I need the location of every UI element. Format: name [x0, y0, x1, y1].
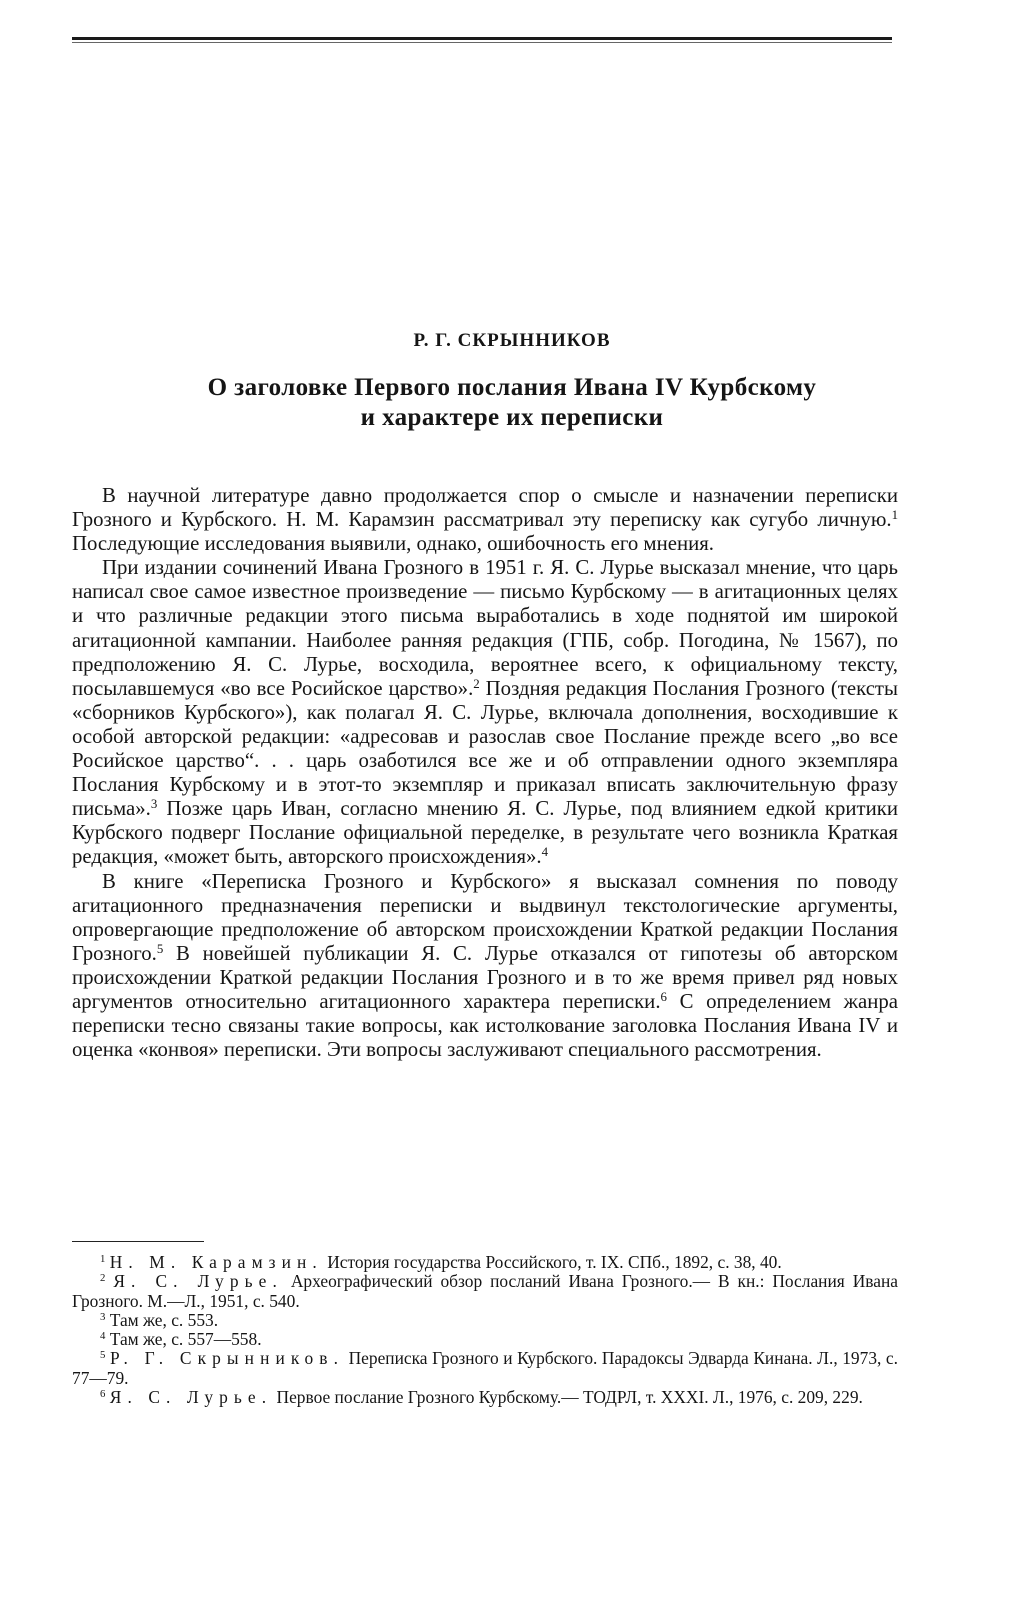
footnote — [72, 1388, 898, 1407]
paragraph-text: Позже царь Иван, согласно мнению Я. С. Лурье, под влиянием едкой критики Курбского подверг Послание официальной переделке, в результате чего возникла Краткая редакция, «может быть, авторского происхождения». — [72, 797, 898, 869]
footnote-text: Переписка Грозного и Курбского. Парадоксы Эдварда Кинана. Л., 1973, с. 77—79. — [72, 1348, 898, 1388]
footnote-number: 6 — [100, 1388, 106, 1401]
footnote — [72, 1253, 898, 1272]
paragraph-text: В книге «Переписка Грозного и Курбского» я высказал сомнения по поводу агитационного предназначения переписки и выдвинул текстологические аргументы, опровергающие предположение об авторском происхождении Краткой редакции Послания Грозного. — [72, 869, 898, 965]
top-rule — [72, 37, 892, 40]
footnote — [72, 1311, 898, 1330]
footnote-text: Археографический обзор посланий Ивана Грозного.— В кн.: Послания Ивана Грозного. М.—Л., 1951, с. 540. — [72, 1271, 898, 1311]
paragraph-text: Поздняя редакция Послания Грозного (тексты «сборников Курбского»), как полагал Я. С. Лурье, включала дополнения, восходившие к особой авторской редакции: «адресовав и разослав свое Послание прежде всего „во все Росийское царство“. . . царь озаботился все же и об отправлении одного экземпляра Послания Курбскому и в этот-то экземпляр и приказал вписать заключительную фразу письма». — [72, 676, 898, 821]
article-body — [72, 484, 898, 1062]
footnote-number: 1 — [100, 1253, 106, 1266]
footnote-number: 3 — [100, 1310, 106, 1323]
top-rule-thin — [72, 42, 892, 43]
article-author: Р. Г. СКРЫННИКОВ — [413, 330, 611, 351]
footnote-number: 2 — [100, 1272, 106, 1285]
title-line-1: О заголовке Первого послания Ивана IV Курбскому — [207, 374, 817, 401]
title-line-2: и характере их переписки — [360, 404, 664, 431]
footnote-text: Первое послание Грозного Курбскому.— ТОДРЛ, т. XXXI. Л., 1976, с. 209, 229. — [272, 1387, 863, 1408]
footnote-author: Р. Г. Скрынников. — [109, 1348, 345, 1369]
footnote-ref[interactable]: 2 — [473, 676, 480, 691]
paragraph-text: При издании сочинений Ивана Грозного в 1951 г. Я. С. Лурье высказал мнение, что царь написал свое самое известное произведение — письмо Курбскому — в агитационных целях и что различные редакции этого письма выработались в ходе поднятой им широкой агитационной кампании. Наиболее ранняя редакция (ГПБ, собр. Погодина, № 1567), по предположению Я. С. Лурье, восходила, вероятнее всего, к официальному тексту, посылавшемуся «во все Росийское царство». — [72, 556, 898, 700]
paragraph — [72, 870, 898, 1063]
footnote — [72, 1349, 898, 1388]
paragraph-text: В новейшей публикации Я. С. Лурье отказался от гипотезы об авторском происхождении Краткой редакции Послания Грозного и в то же время привел ряд новых аргументов относительно агитационного характера переписки. — [72, 941, 898, 1013]
paragraph — [72, 484, 898, 556]
footnotes — [72, 1253, 898, 1407]
footnote — [72, 1330, 898, 1349]
footnote-ref[interactable]: 3 — [150, 797, 158, 812]
footnote-author: Я. С. Лурье. — [113, 1271, 283, 1292]
footnote-author: Н. М. Карамзин. — [109, 1252, 323, 1272]
article-title — [72, 373, 952, 433]
footnote — [72, 1272, 898, 1311]
footnote-text: История государства Российского, т. IX. СПб., 1892, с. 38, 40. — [322, 1252, 782, 1272]
footnote-text: Там же, с. 553. — [109, 1309, 219, 1330]
paragraph — [72, 556, 898, 869]
paragraph-text: С определением жанра переписки тесно связаны такие вопросы, как истолкование заголовка Послания Ивана IV и оценка «конвоя» переписки. Эти вопросы заслуживают специального рассмотрения. — [72, 989, 898, 1062]
footnote-separator — [72, 1241, 204, 1242]
footnote-ref[interactable]: 6 — [660, 989, 667, 1004]
paragraph-text: В научной литературе давно продолжается спор о смысле и назначении переписки Грозного и Курбского. Н. М. Карамзин рассматривал эту переписку как сугубо личную. — [72, 484, 898, 532]
footnote-number: 4 — [100, 1330, 106, 1343]
footnote-ref[interactable]: 5 — [156, 941, 164, 956]
footnote-ref[interactable]: 1 — [891, 508, 898, 523]
footnote-ref[interactable]: 4 — [541, 845, 549, 860]
paragraph-text: Последующие исследования выявили, однако, ошибочность его мнения. — [72, 532, 714, 556]
footnote-author: Я. С. Лурье. — [109, 1387, 273, 1408]
footnote-text: Там же, с. 557—558. — [109, 1329, 262, 1350]
footnote-number: 5 — [100, 1349, 106, 1362]
